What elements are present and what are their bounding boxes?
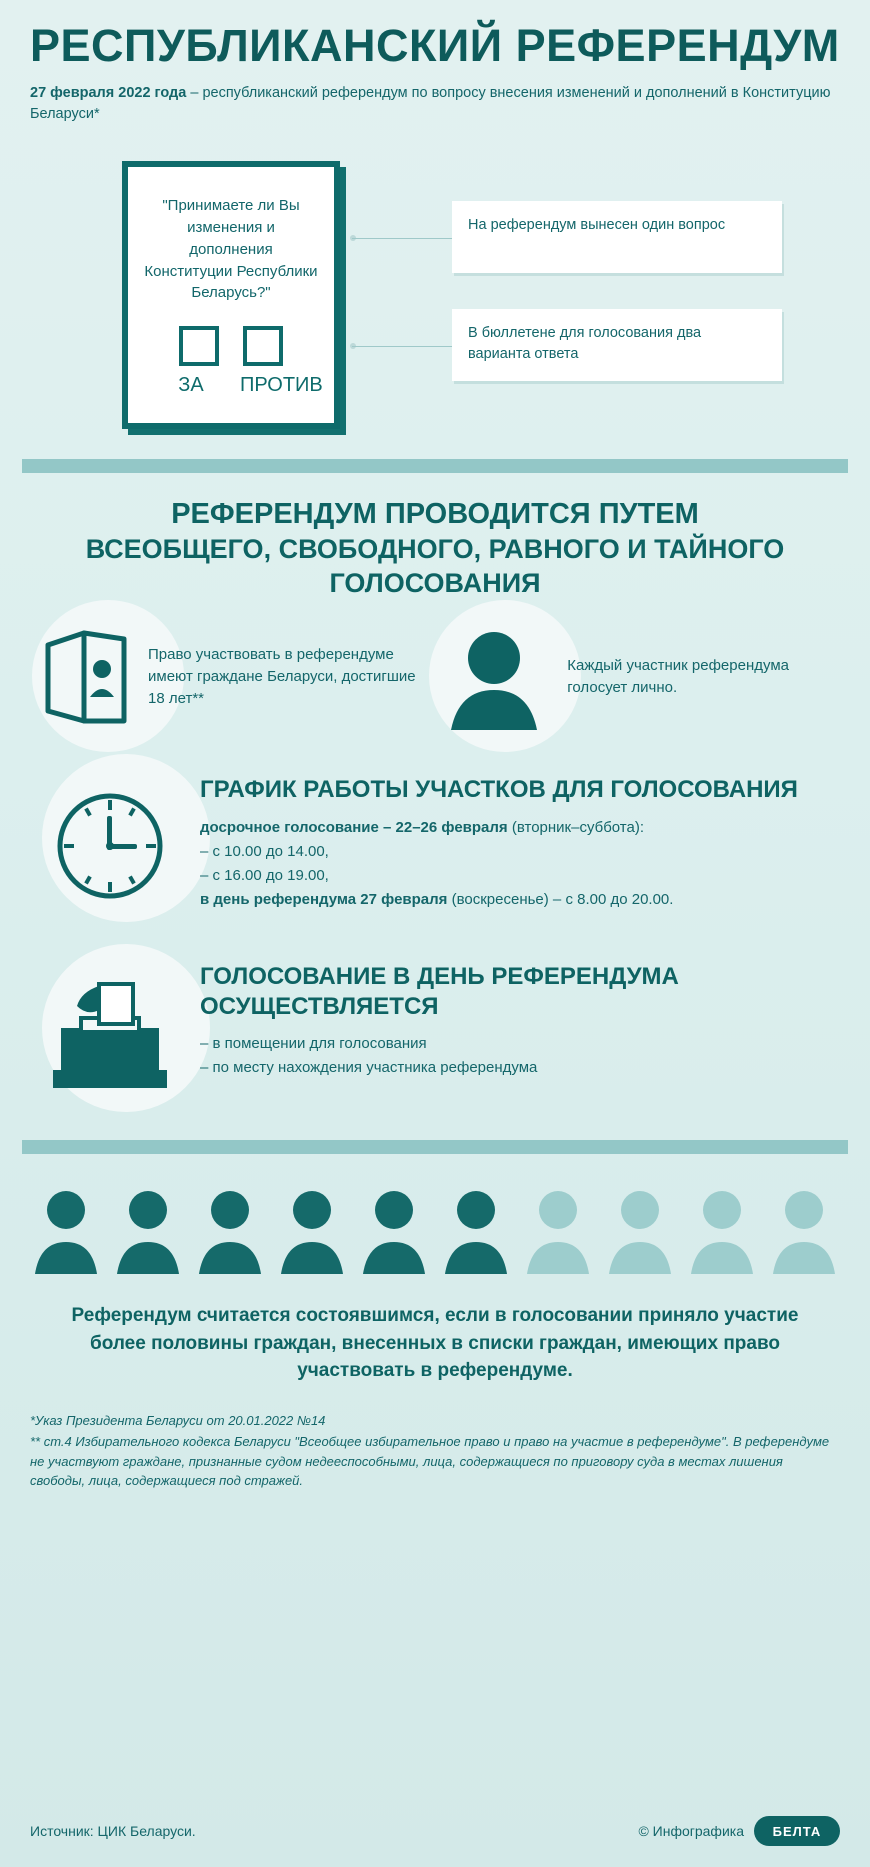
footer-right: [638, 1816, 840, 1846]
voting-day-heading-line1: ГОЛОСОВАНИЕ В ДЕНЬ РЕФЕРЕНДУМА: [200, 963, 679, 991]
principles-section: [0, 473, 870, 732]
person-figure: [359, 1186, 429, 1276]
schedule-day-rest: (воскресенье) – с 8.00 до 20.00.: [447, 891, 674, 909]
principles-heading-line1: РЕФЕРЕНДУМ ПРОВОДИТСЯ ПУТЕМ: [171, 498, 699, 531]
leader-line-1: [352, 238, 452, 239]
schedule-heading: ГРАФИК РАБОТЫ УЧАСТКОВ ДЛЯ ГОЛОСОВАНИЯ: [200, 776, 798, 804]
person-figure: [687, 1186, 757, 1276]
footer: [0, 1795, 870, 1867]
schedule-day-label: в день референдума 27 февраля: [200, 891, 448, 909]
callout-one-question: На референдум вынесен один вопрос: [452, 201, 782, 273]
voting-day-body: [200, 958, 679, 1080]
header-subtitle: [30, 83, 840, 125]
person-figure: [523, 1186, 593, 1276]
callout-two-answers: В бюллетене для голосования два варианта ответа: [452, 309, 782, 381]
principle-personal-vote-text: Каждый участник референдума голосует лично.: [567, 656, 789, 697]
passport-icon: [38, 625, 134, 729]
checkbox-no[interactable]: [243, 326, 283, 366]
principles-columns: [30, 622, 840, 732]
principle-personal-vote: [435, 622, 832, 732]
person-figure: [441, 1186, 511, 1276]
checkbox-yes[interactable]: [179, 326, 219, 366]
person-figure: [31, 1186, 101, 1276]
person-figure: [769, 1186, 839, 1276]
principles-heading: [30, 497, 840, 600]
schedule-day: [200, 888, 798, 912]
schedule-section: [0, 772, 870, 912]
voting-day-item-2: – по месту нахождения участника референдума: [200, 1059, 538, 1077]
person-icon: [435, 622, 553, 732]
person-figure: [195, 1186, 265, 1276]
voting-day-heading-line2: ОСУЩЕСТВЛЯЕТСЯ: [200, 993, 439, 1021]
schedule-time-1: – с 10.00 до 14.00,: [200, 843, 329, 861]
header: [0, 0, 870, 125]
schedule-early-days: (вторник–суббота):: [507, 819, 645, 837]
belta-logo: БЕЛТА: [754, 1816, 840, 1846]
principle-age-text: Право участвовать в референдуме имеют граждане Беларуси, достигшие 18 лет**: [148, 645, 416, 708]
person-figure: [605, 1186, 675, 1276]
footnotes: [30, 1411, 840, 1491]
ballot-section: [0, 137, 870, 447]
ballot-option-labels: [128, 374, 334, 397]
clock-icon: [30, 772, 190, 906]
footnote-2: ** ст.4 Избирательного кодекса Беларуси "Всеобщее избирательное право и право на участие в референдуме". В референдуме не участвуют граждане, признанные судом недееспособными, лица, содержащиеся по приговору суда в местах лишения свободы, лица, содержащиеся под стражей.: [30, 1434, 830, 1489]
person-figure: [113, 1186, 183, 1276]
voting-day-item-1: – в помещении для голосования: [200, 1035, 427, 1053]
quorum-text: Референдум считается состоявшимся, если в голосовании приняло участие более половины граждан, внесенных в списки граждан, имеющих право участвовать в референдуме.: [71, 1305, 799, 1382]
ballot-question: "Принимаете ли Вы изменения и дополнения Конституции Республики Беларусь?": [144, 197, 318, 302]
principle-age: [38, 622, 435, 732]
ballot-box-icon: [30, 958, 190, 1096]
voting-day-section: [0, 958, 870, 1096]
section-divider-2: [22, 1140, 848, 1154]
schedule-time-2: – с 16.00 до 19.00,: [200, 867, 329, 885]
people-row: [0, 1186, 870, 1276]
page-title: РЕСПУБЛИКАНСКИЙ РЕФЕРЕНДУМ: [30, 20, 840, 71]
leader-line-2: [352, 346, 452, 347]
schedule-body: [200, 772, 798, 912]
person-figure: [277, 1186, 347, 1276]
ballot-card: [122, 161, 340, 429]
principles-heading-line2: ВСЕОБЩЕГО, СВОБОДНОГО, РАВНОГО И ТАЙНОГО ГОЛОСОВАНИЯ: [85, 534, 785, 598]
footnote-1: *Указ Президента Беларуси от 20.01.2022 №14: [30, 1412, 326, 1428]
voting-day-heading: [200, 962, 679, 1022]
label-option-no: ПРОТИВ: [240, 374, 323, 397]
section-divider-1: [22, 459, 848, 473]
header-subtitle-rest: – республиканский референдум по вопросу внесения изменений и дополнений в Конституцию Беларуси*: [30, 85, 831, 123]
ballot-checkboxes: [128, 326, 334, 366]
credit-text: © Инфографика: [638, 1823, 744, 1839]
source-text: Источник: ЦИК Беларуси.: [30, 1823, 196, 1839]
schedule-early: [200, 816, 798, 840]
referendum-date: 27 февраля 2022 года: [30, 85, 187, 102]
schedule-early-label: досрочное голосование – 22–26 февраля: [200, 819, 508, 837]
label-option-yes: ЗА: [178, 374, 204, 397]
